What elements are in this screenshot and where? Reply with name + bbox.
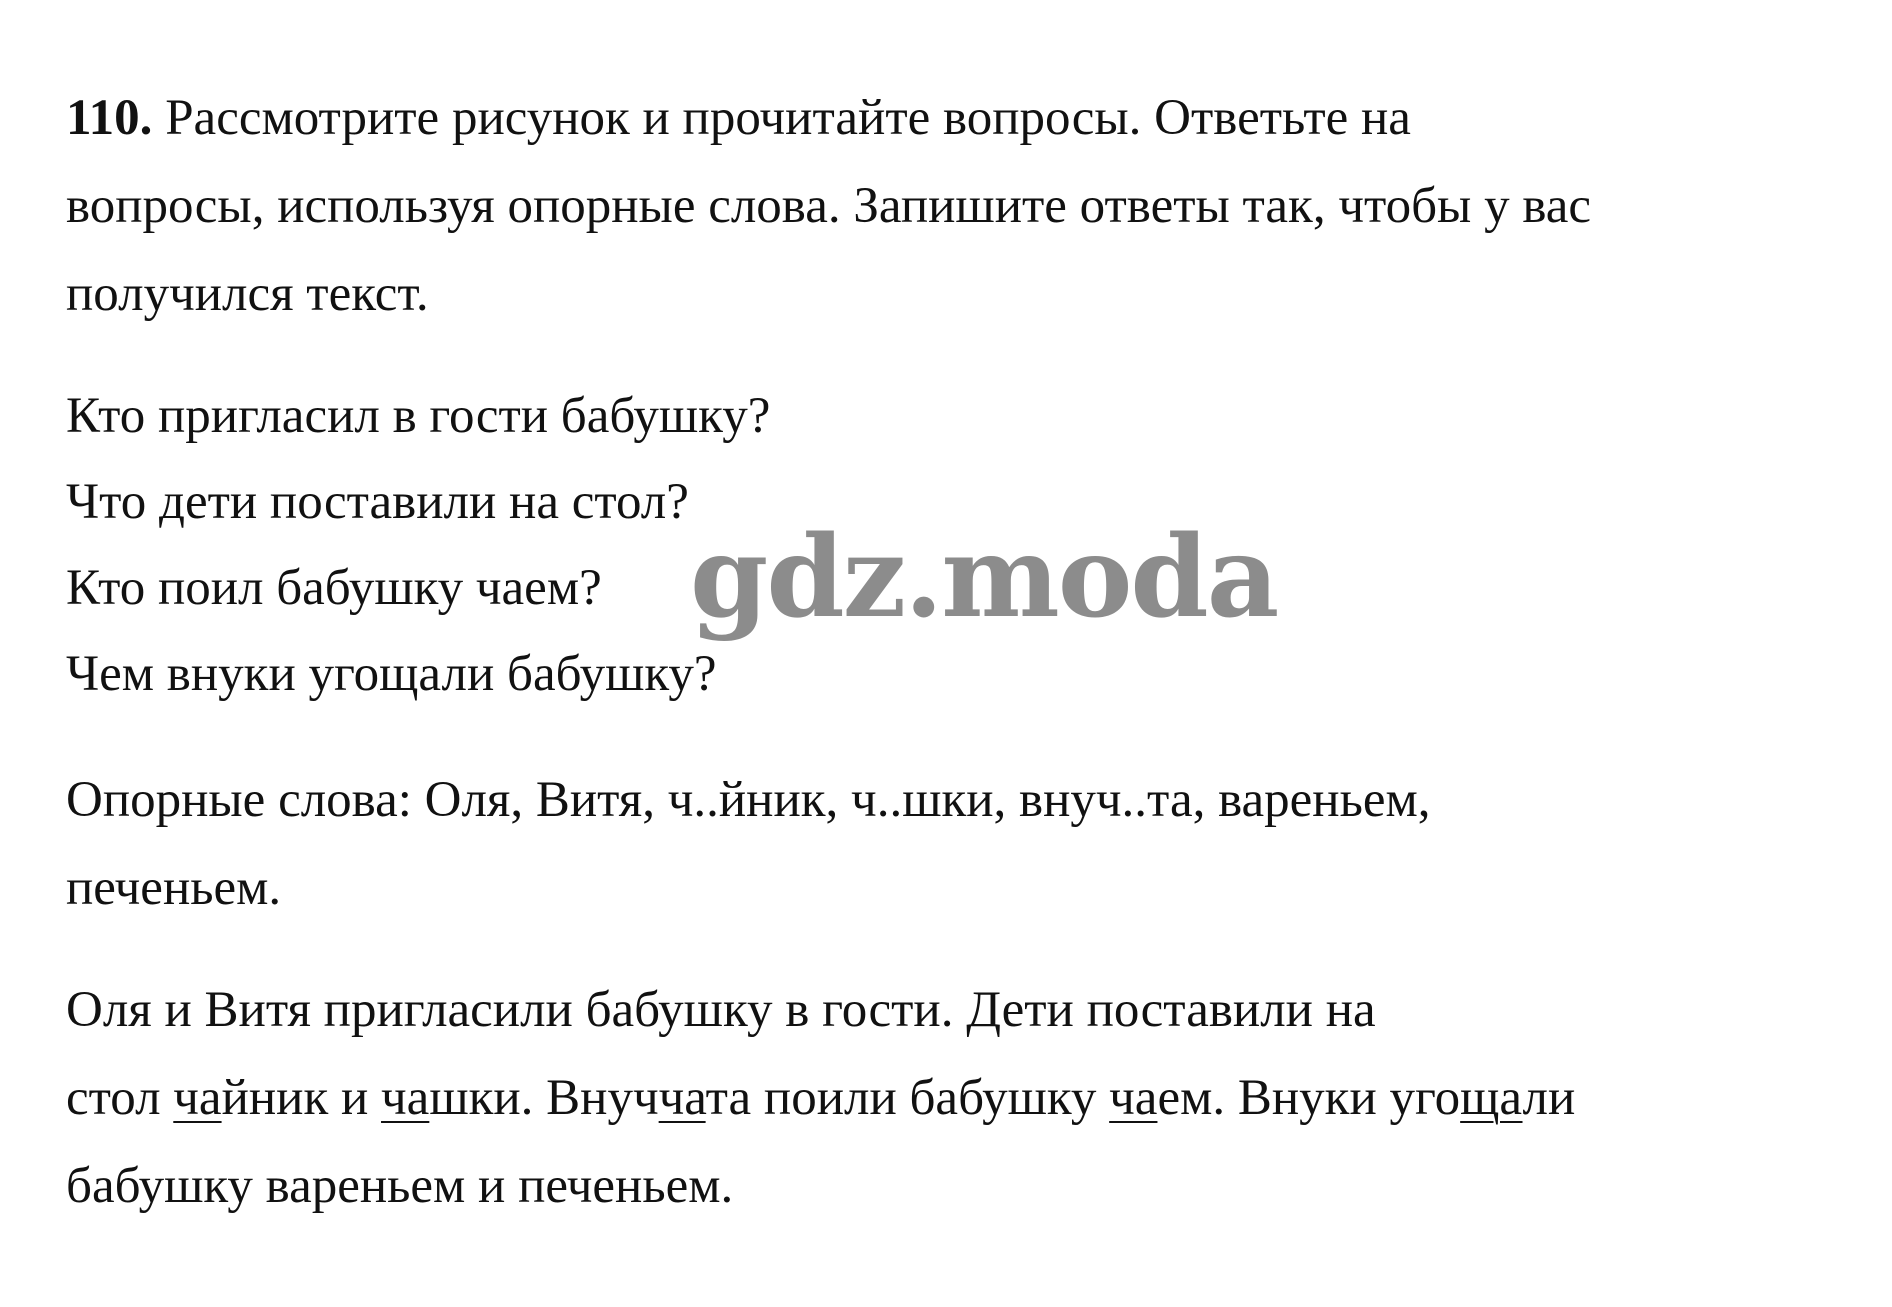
question-2: Что дети поставили на стол? — [66, 474, 689, 530]
support-words-line-2: печеньем. — [66, 860, 282, 916]
question-1: Кто пригласил в гости бабушку? — [66, 388, 771, 444]
intro-line-1 — [66, 88, 1411, 148]
answer-text: та поили бабушку — [705, 1070, 1110, 1126]
answer-text: йник и — [221, 1070, 382, 1126]
support-words-line-1: Опорные слова: Оля, Витя, ч..йник, ч..шки, внуч..та, вареньем, — [66, 772, 1431, 828]
answer-line-2 — [66, 1068, 1575, 1128]
underlined-spelling: ча — [1109, 1070, 1158, 1126]
intro-text-1: Рассмотрите рисунок и прочитайте вопросы. Ответьте на — [165, 90, 1411, 146]
underlined-spelling: ча — [381, 1070, 430, 1126]
answer-line-3: бабушку вареньем и печеньем. — [66, 1158, 734, 1214]
answer-text: ли — [1522, 1070, 1576, 1126]
answer-line-1: Оля и Витя пригласили бабушку в гости. Дети поставили на — [66, 982, 1376, 1038]
underlined-spelling: ча — [658, 1070, 706, 1126]
question-3: Кто поил бабушку чаем? — [66, 560, 602, 616]
answer-text: шки. Внуч — [429, 1070, 659, 1126]
underlined-spelling: ща — [1460, 1070, 1523, 1126]
exercise-number: 110. — [66, 90, 153, 146]
question-4: Чем внуки угощали бабушку? — [66, 646, 717, 702]
underlined-spelling: ча — [173, 1070, 222, 1126]
answer-text: стол — [66, 1070, 174, 1126]
intro-line-3: получился текст. — [66, 266, 429, 322]
intro-line-2: вопросы, используя опорные слова. Запишите ответы так, чтобы у вас — [66, 178, 1591, 234]
watermark-logo: gdz.moda — [690, 512, 1278, 643]
answer-text: ем. Внуки уго — [1157, 1070, 1461, 1126]
